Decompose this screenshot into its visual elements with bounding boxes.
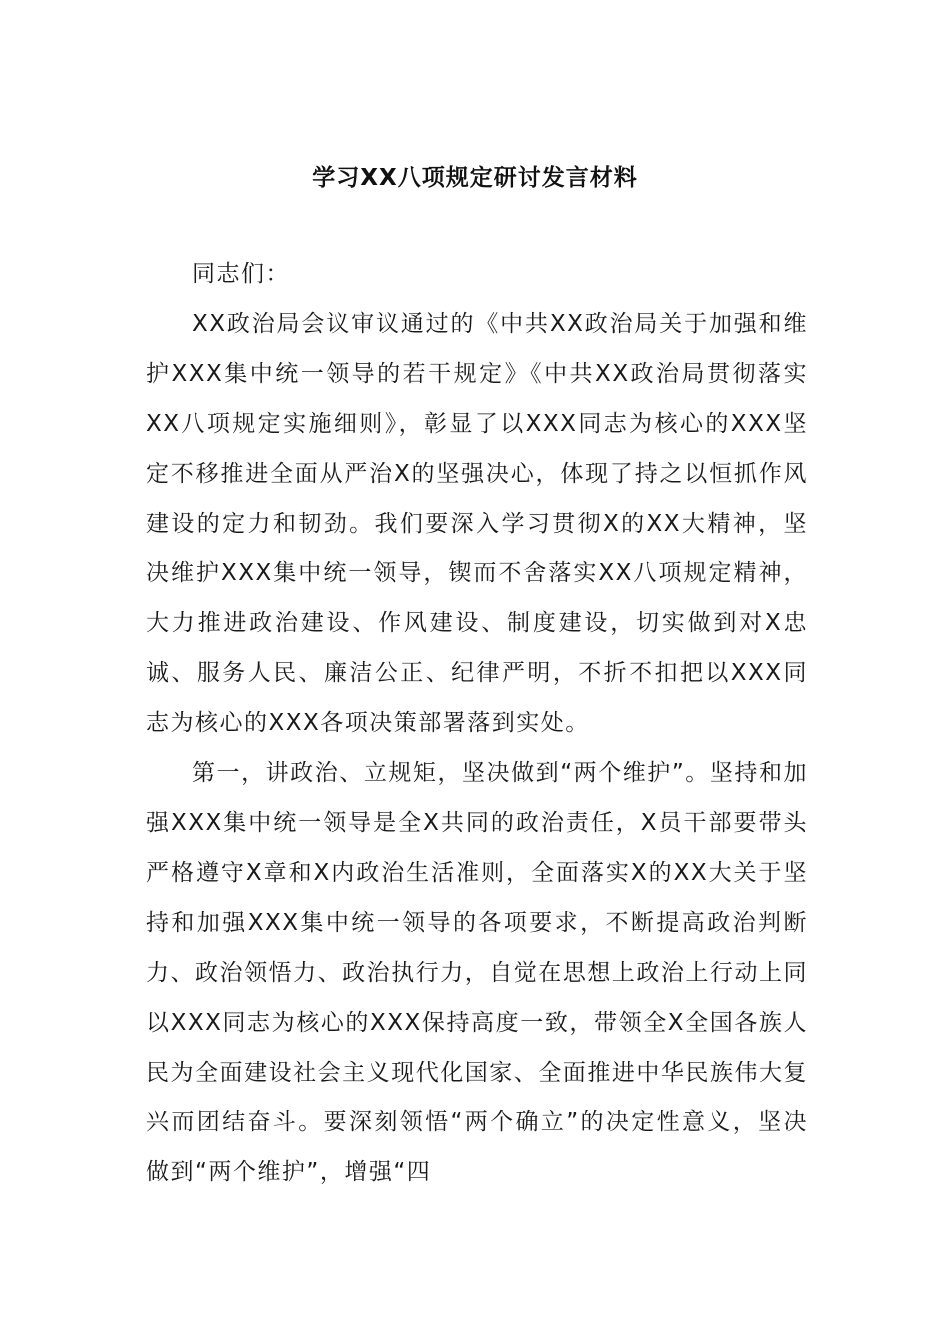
section-one-paragraph: 第一，讲政治、立规矩，坚决做到“两个维护”。坚持和加强XXX集中统一领导是全X共同的政治责任，X员干部要带头严格遵守X章和X内政治生活准则，全面落实X的XX大关于坚持和加强XXX集中统一领导的各项要求，不断提高政治判断力、政治领悟力、政治执行力，自觉在思想上政治上行动上同以XXX同志为核心的XXX保持高度一致，带领全X全国各族人民为全面建设社会主义现代化国家、全面推进中华民族伟大复兴而团结奋斗。要深刻领悟“两个确立”的决定性意义，坚决做到“两个维护”，增强“四 xyxy=(146,760,808,1186)
document-body xyxy=(146,250,808,1198)
salutation-paragraph: 同志们： xyxy=(192,261,290,287)
intro-paragraph: XX政治局会议审议通过的《中共XX政治局关于加强和维护XXX集中统一领导的若干规定》《中共XX政治局贯彻落实XX八项规定实施细则》，彰显了以XXX同志为核心的XXX坚定不移推进全面从严治X的坚强决心，体现了持之以恒抓作风建设的定力和韧劲。我们要深入学习贯彻X的XX大精神，坚决维护XXX集中统一领导，锲而不舍落实XX八项规定精神，大力推进政治建设、作风建设、制度建设，切实做到对X忠诚、服务人民、廉洁公正、纪律严明，不折不扣把以XXX同志为核心的XXX各项决策部署落到实处。 xyxy=(146,310,808,737)
document-title: 学习XX八项规定研讨发言材料 xyxy=(312,165,638,191)
